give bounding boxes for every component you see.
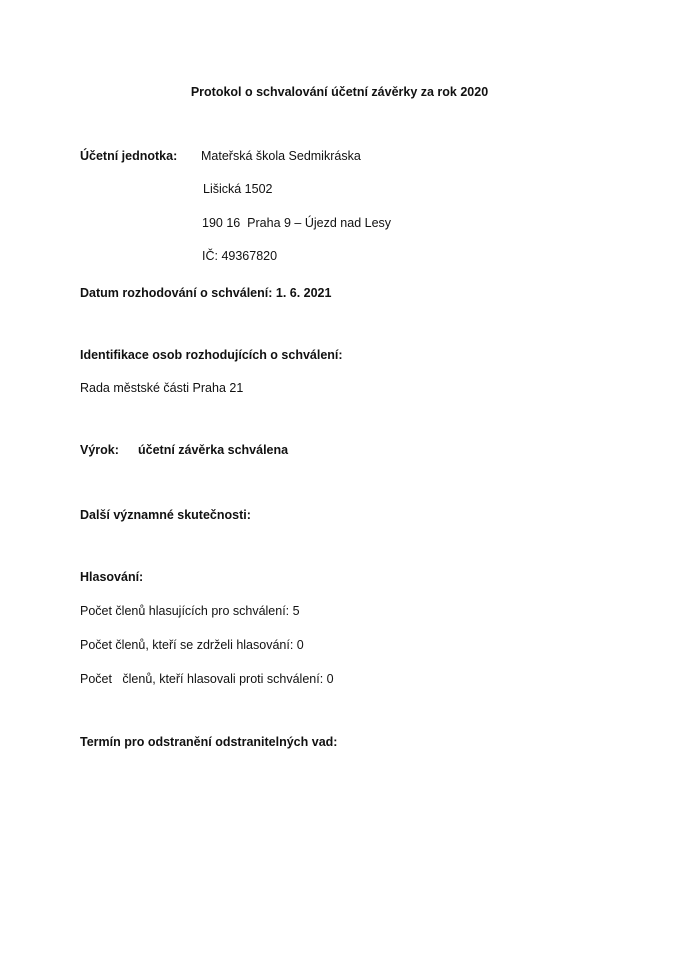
entity-street: Lišická 1502	[203, 182, 273, 196]
identification-heading: Identifikace osob rozhodujících o schválení:	[80, 348, 343, 362]
document-title: Protokol o schvalování účetní závěrky za rok 2020	[190, 85, 489, 99]
entity-label: Účetní jednotka:	[80, 149, 178, 163]
decision-date: Datum rozhodování o schválení: 1. 6. 2021	[80, 286, 332, 300]
other-facts-heading: Další významné skutečnosti:	[80, 508, 251, 522]
identification-body: Rada městské části Praha 21	[80, 381, 244, 395]
entity-name: Mateřská škola Sedmikráska	[201, 149, 361, 163]
voting-for: Počet členů hlasujících pro schválení: 5	[80, 604, 300, 618]
voting-abstained: Počet členů, kteří se zdrželi hlasování: 0	[80, 638, 304, 652]
verdict-label: Výrok:	[80, 443, 119, 457]
deadline-heading: Termín pro odstranění odstranitelných vad:	[80, 735, 338, 749]
entity-city: 190 16 Praha 9 – Újezd nad Lesy	[202, 216, 392, 230]
verdict-value: účetní závěrka schválena	[138, 443, 289, 457]
voting-heading: Hlasování:	[80, 570, 144, 584]
voting-against: Počet členů, kteří hlasovali proti schválení: 0	[80, 672, 334, 686]
entity-ic: IČ: 49367820	[202, 249, 278, 263]
